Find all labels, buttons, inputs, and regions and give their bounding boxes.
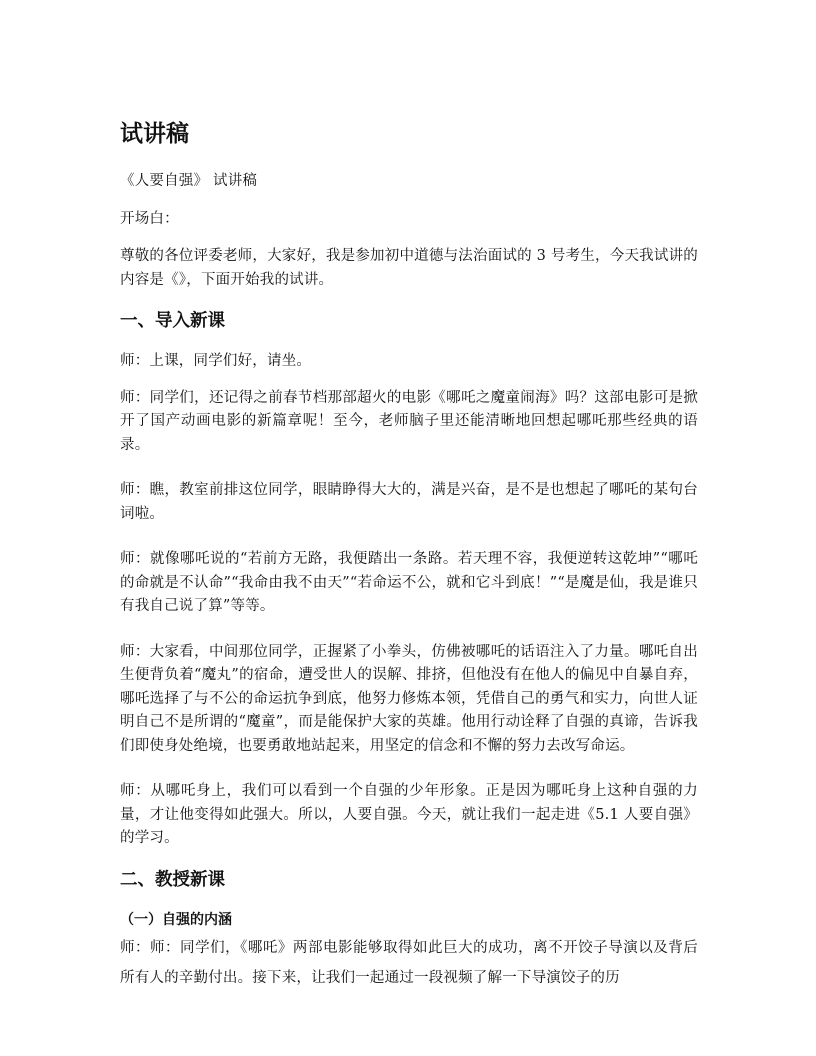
opening-label: 开场白：: [120, 210, 179, 227]
paragraph: 师：从哪吒身上，我们可以看到一个自强的少年形象。正是因为哪吒身上这种自强的力量，才让他变得如此强大。所以，人要自强。今天，就让我们一起走进《5.1 人要自强》的学习。: [120, 783, 698, 846]
paragraph: 师：瞧，教室前排这位同学，眼睛睁得大大的，满是兴奋，是不是也想起了哪吒的某句台词啦。: [120, 482, 698, 522]
section-heading-teaching: 二、教授新课: [120, 869, 225, 890]
lesson-subtitle: 《人要自强》 试讲稿: [120, 173, 258, 189]
opening-paragraph: 尊敬的各位评委老师，大家好，我是参加初中道德与法治面试的 3 号考生，今天我试讲的内容是《》，下面开始我的试讲。: [120, 248, 698, 288]
document-title: 试讲稿: [120, 121, 189, 147]
paragraph: 师：上课，同学们好，请坐。: [120, 353, 312, 369]
paragraph: 师：就像哪吒说的“若前方无路，我便踏出一条路。若天理不容，我便逆转这乾坤”“哪吒的命就是不认命”“我命由我不由天”“若命运不公，就和它斗到底！”“是魔是仙，我是谁只有我自己说了算”等等。: [120, 551, 698, 614]
paragraph: 师：同学们，还记得之前春节档那部超火的电影《哪吒之魔童闹海》吗？这部电影可是掀开了国产动画电影的新篇章呢！至今，老师脑子里还能清晰地回想起哪吒那些经典的语录。: [120, 389, 698, 453]
section-heading-intro: 一、导入新课: [120, 311, 225, 331]
paragraph: 师：师：同学们，《哪吒》两部电影能够取得如此巨大的成功，离不开饺子导演以及背后所有人的辛勤付出。接下来，让我们一起通过一段视频了解一下导演饺子的历: [120, 939, 698, 986]
document-page: [120, 118, 698, 993]
paragraph: 师：大家看，中间那位同学，正握紧了小拳头，仿佛被哪吒的话语注入了力量。哪吒自出生便背负着“魔丸”的宿命，遭受世人的误解、排挤，但他没有在他人的偏见中自暴自弃，哪吒选择了与不公的命运抗争到底，他努力修炼本领，凭借自己的勇气和实力，向世人证明自己不是所谓的“魔童”，而是能保护大家的英雄。他用行动诠释了自强的真谛，告诉我们即使身处绝境，也要勇敢地站起来，用坚定的信念和不懈的努力去改写命运。: [120, 643, 698, 754]
subsection-heading: （一）自强的内涵: [120, 911, 232, 928]
